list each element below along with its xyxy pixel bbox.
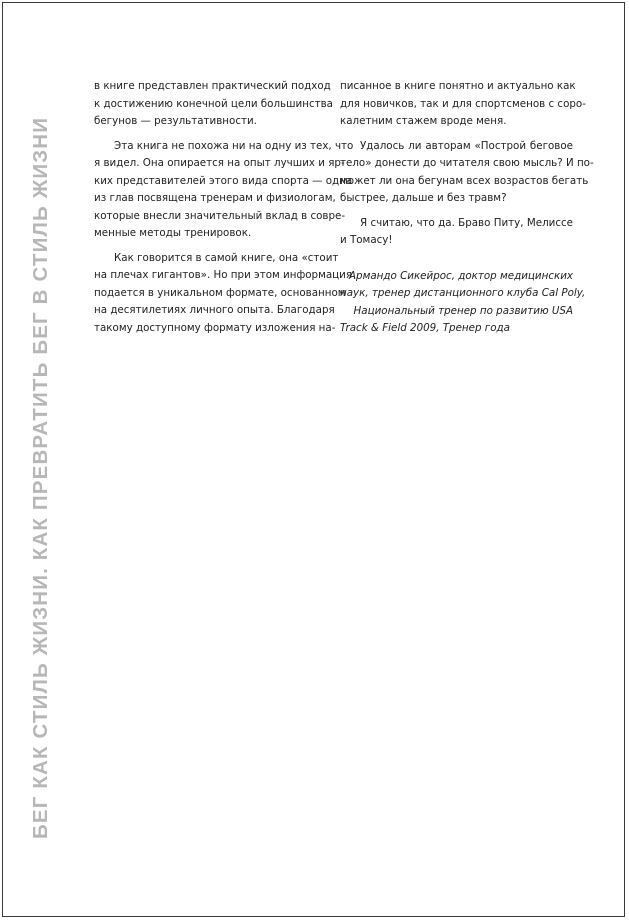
text-line: в книге представлен практический подход	[94, 80, 331, 92]
text-line: такому доступному формату изложения на-	[94, 321, 336, 334]
text-line: тело» донести до читателя свою мысль? И по-	[340, 157, 594, 169]
text-line: быстрее, дальше и без травм?	[340, 192, 507, 204]
paragraph	[340, 215, 573, 250]
paragraph	[340, 78, 586, 131]
text-line: на десятилетиях личного опыта. Благодаря	[94, 304, 335, 316]
text-line: для новичков, так и для спортсменов с соро-	[340, 97, 586, 110]
text-line: и Томасу!	[340, 234, 393, 246]
text-line: подается в уникальном формате, основанном	[94, 286, 346, 299]
paragraph	[340, 138, 594, 208]
left-column	[94, 78, 354, 337]
book-title-spine: БЕГ КАК СТИЛЬ ЖИЗНИ. КАК ПРЕВРАТИТЬ БЕГ В СТИЛЬ ЖИЗНИ	[29, 116, 52, 839]
paragraph	[94, 250, 353, 338]
text-line: которые внесли значительный вклад в совре-	[94, 209, 346, 222]
right-column	[340, 78, 594, 338]
text-line: калетним стажем вроде меня.	[340, 115, 507, 127]
paragraph	[94, 78, 333, 131]
paragraph	[94, 138, 354, 243]
text-line: бегунов — результативности.	[94, 115, 257, 127]
text-line: может ли она бегунам всех возрастов бегать	[340, 174, 589, 187]
attribution-line: Track & Field 2009, Тренер года	[340, 322, 510, 334]
text-line: Как говорится в самой книге, она «стоит	[114, 251, 339, 264]
text-line: я видел. Она опирается на опыт лучших и яр-	[94, 157, 345, 169]
attribution-line: Национальный тренер по развитию USA	[353, 304, 573, 317]
text-line: писанное в книге понятно и актуально как	[340, 80, 576, 92]
text-line: из глав посвящена тренерам и физиологам,	[94, 192, 336, 204]
text-line: менные методы тренировок.	[94, 227, 252, 239]
text-line: ких представителей этого вида спорта — одна	[94, 174, 353, 187]
text-line: Удалось ли авторам «Построй беговое	[360, 139, 573, 152]
attribution	[340, 268, 586, 338]
page	[2, 2, 625, 917]
attribution-line: наук, тренер дистанционного клуба Cal Poly,	[340, 287, 586, 299]
text-line: Эта книга не похожа ни на одну из тех, что	[114, 139, 354, 152]
attribution-line: Армандо Сикейрос, доктор медицинских	[348, 269, 573, 282]
text-line: Я считаю, что да. Браво Питу, Мелиссе	[360, 216, 573, 229]
text-line: на плечах гигантов». Но при этом информация	[94, 269, 353, 281]
text-line: к достижению конечной цели большинства	[94, 97, 333, 110]
